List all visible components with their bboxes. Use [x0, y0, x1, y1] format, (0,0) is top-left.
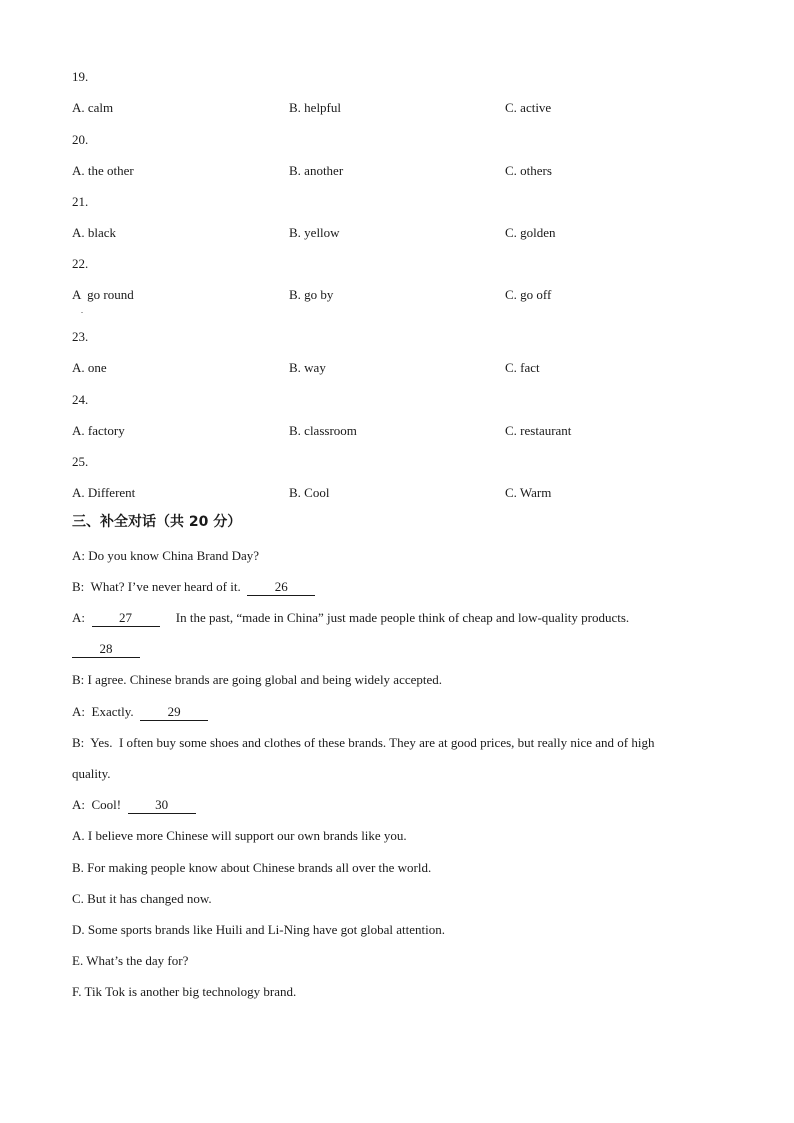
option-19-c: C. active: [505, 100, 552, 115]
question-number-24: 24.: [72, 392, 89, 407]
choice-f: F. Tik Tok is another big technology brand.: [72, 984, 297, 999]
blank-30[interactable]: 30: [128, 798, 196, 814]
option-21-c: C. golden: [505, 225, 556, 240]
option-23-a: A. one: [72, 360, 107, 375]
option-24-c: C. restaurant: [505, 423, 572, 438]
question-number-20: 20.: [72, 132, 89, 147]
question-number-25: 25.: [72, 454, 89, 469]
dialogue-line-2: [72, 580, 315, 596]
dialogue-line-1: A: Do you know China Brand Day?: [72, 548, 260, 563]
dialogue-line-8: quality.: [72, 766, 111, 781]
option-24-a: A. factory: [72, 423, 125, 438]
option-22-c: C. go off: [505, 287, 552, 302]
choice-c: C. But it has changed now.: [72, 891, 212, 906]
section-heading: 三、补全对话（共 20 分）: [72, 514, 242, 530]
option-20-b: B. another: [289, 163, 344, 178]
blank-27[interactable]: 27: [92, 611, 160, 627]
choice-e: E. What’s the day for?: [72, 953, 189, 968]
option-21-b: B. yellow: [289, 225, 340, 240]
question-number-23: 23.: [72, 329, 89, 344]
blank-26[interactable]: 26: [247, 580, 315, 596]
question-number-19: 19.: [72, 69, 89, 84]
question-number-22: 22.: [72, 256, 89, 271]
question-number-21: 21.: [72, 194, 89, 209]
choice-a: A. I believe more Chinese will support our own brands like you.: [72, 828, 407, 843]
option-22-b: B. go by: [289, 287, 334, 302]
dialogue-line-2-text: B: What? I’ve never heard of it.: [72, 579, 248, 594]
dialogue-line-6-text: A: Exactly.: [72, 704, 141, 719]
dialogue-line-3-text: In the past, “made in China” just made people think of cheap and low-quality products.: [159, 610, 630, 625]
option-19-a: A. calm: [72, 100, 114, 115]
dialogue-line-3-prefix: A:: [72, 610, 92, 625]
option-23-c: C. fact: [505, 360, 540, 375]
option-25-c: C. Warm: [505, 485, 552, 500]
option-20-c: C. others: [505, 163, 552, 178]
blank-29[interactable]: 29: [140, 705, 208, 721]
dialogue-line-9: [72, 798, 196, 814]
choice-b: B. For making people know about Chinese brands all over the world.: [72, 860, 432, 875]
option-22-a: A go round: [72, 287, 134, 302]
option-23-b: B. way: [289, 360, 326, 375]
dialogue-line-4: [72, 642, 140, 658]
dialogue-line-5: B: I agree. Chinese brands are going global and being widely accepted.: [72, 672, 443, 687]
option-25-a: A. Different: [72, 485, 136, 500]
stray-dot: .: [81, 306, 83, 315]
dialogue-line-6: [72, 705, 208, 721]
option-24-b: B. classroom: [289, 423, 357, 438]
dialogue-line-7: B: Yes. I often buy some shoes and clothes of these brands. They are at good prices, but really nice and of high: [72, 735, 655, 750]
option-25-b: B. Cool: [289, 485, 330, 500]
choice-d: D. Some sports brands like Huili and Li-Ning have got global attention.: [72, 922, 445, 937]
dialogue-line-9-text: A: Cool!: [72, 797, 128, 812]
blank-28[interactable]: 28: [72, 642, 140, 658]
dialogue-line-3: [72, 611, 629, 627]
option-19-b: B. helpful: [289, 100, 341, 115]
option-21-a: A. black: [72, 225, 117, 240]
option-20-a: A. the other: [72, 163, 134, 178]
